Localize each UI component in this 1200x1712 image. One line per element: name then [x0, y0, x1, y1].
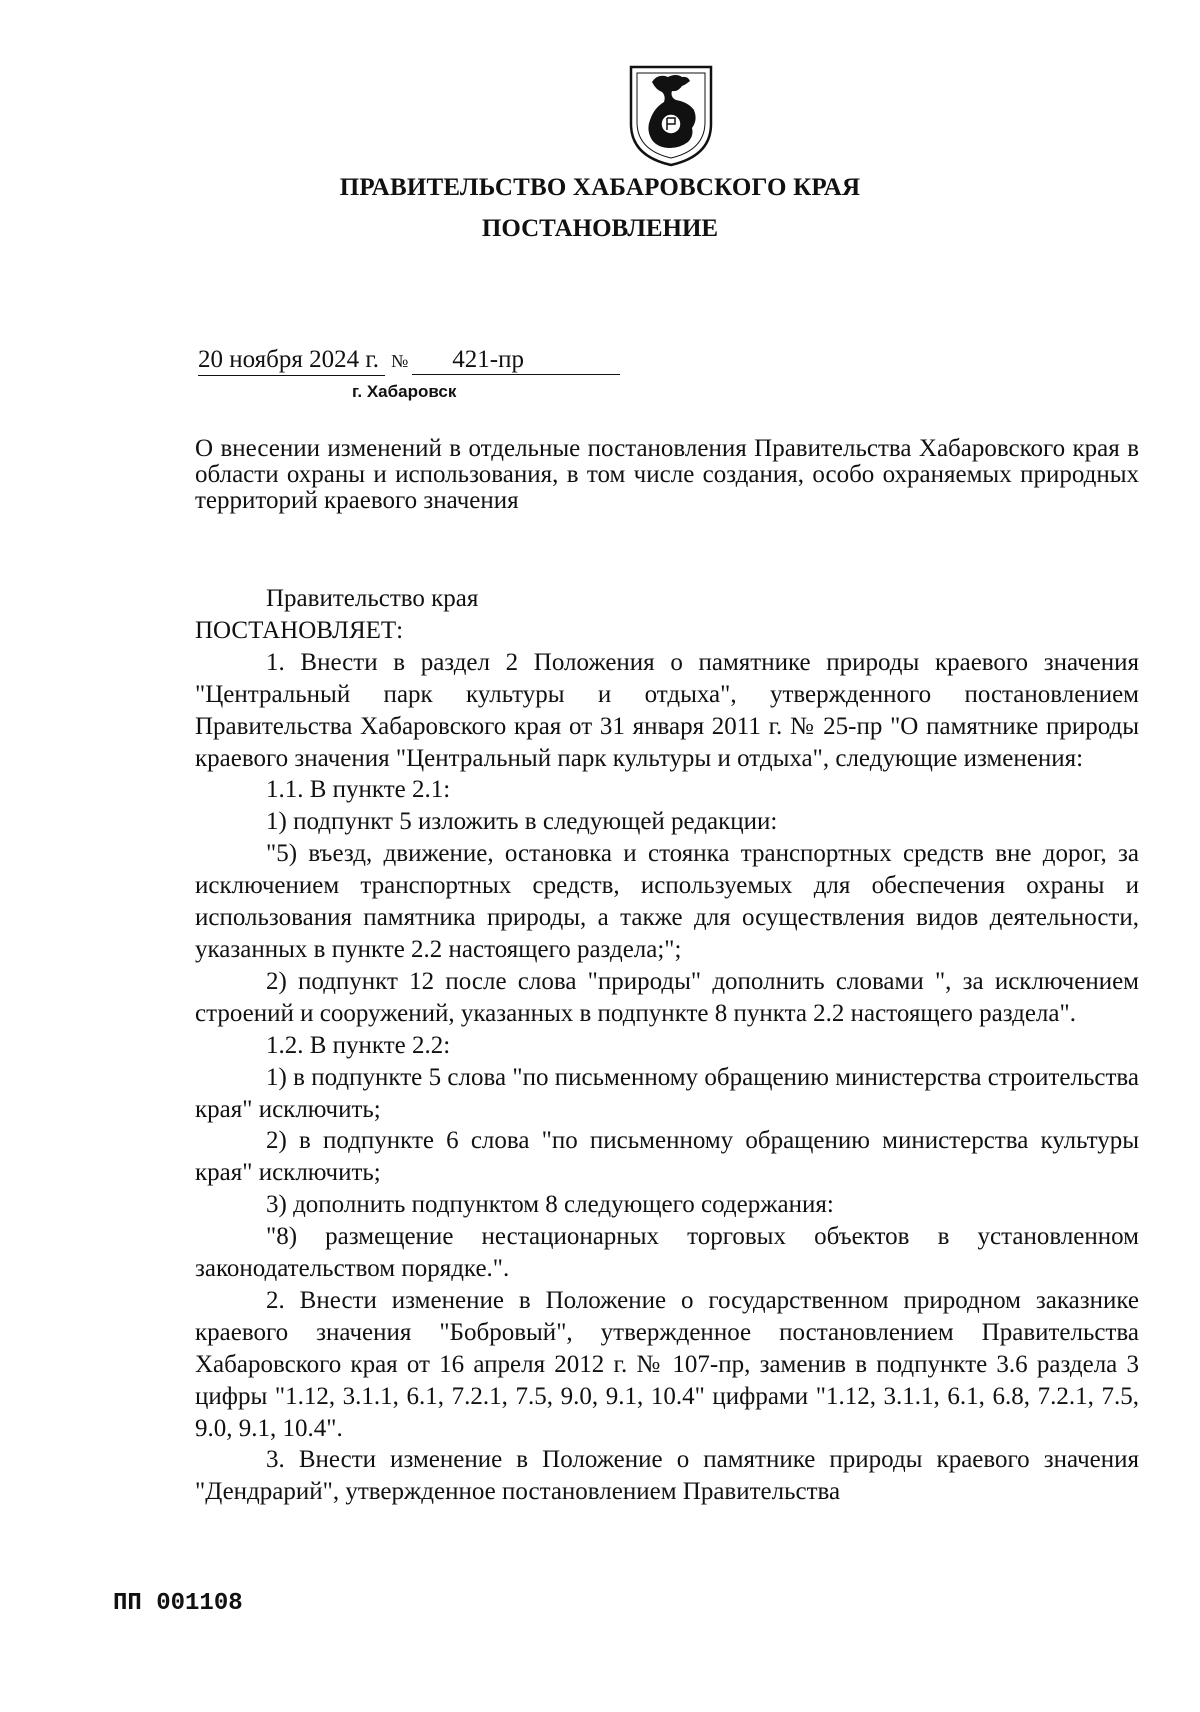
document-number: 421-пр [412, 346, 620, 375]
body-paragraph: ПОСТАНОВЛЯЕТ: [195, 616, 404, 644]
body-paragraph: 1.1. В пункте 2.1: [266, 776, 451, 804]
body-paragraph: 1.2. В пункте 2.2: [266, 1031, 451, 1059]
body-paragraph: "8) размещение нестационарных торговых объектов в установленном законодательством порядке.". [195, 1223, 1139, 1283]
body-paragraph: 3. Внести изменение в Положение о памятнике природы краевого значения "Дендрарий", утвержденное постановлением Правительства [195, 1446, 1139, 1506]
date-number-line [198, 346, 620, 376]
coat-of-arms-icon [628, 64, 714, 168]
body-paragraph: "5) въезд, движение, остановка и стоянка транспортных средств вне дорог, за исключением транспортных средств, используемых для обеспечения охраны и использования памятника природы, а также для осуществления видов деятельности, указанных в пункте 2.2 настоящего раздела;"; [195, 840, 1139, 963]
form-code: ПП 001108 [113, 1590, 243, 1617]
body-paragraph: 2. Внести изменение в Положение о государственном природном заказнике краевого значения "Бобровый", утвержденное постановлением Правительства Хабаровского края от 16 апреля 2012 г. № 107-пр, заменив в подпункте 3.6 раздела 3 цифры "1.12, 3.1.1, 6.1, 7.2.1, 7.5, 9.0, 9.1, 10.4" цифрами "1.12, 3.1.1, 6.1, 6.8, 7.2.1, 7.5, 9.0, 9.1, 10.4". [195, 1286, 1139, 1442]
number-sign: № [391, 351, 409, 371]
document-type: ПОСТАНОВЛЕНИЕ [481, 215, 719, 242]
body-paragraph: 2) в подпункте 6 слова "по письменному обращению министерства культуры края" исключить; [195, 1127, 1139, 1187]
document-body [195, 583, 1139, 1508]
body-paragraph: 2) подпункт 12 после слова "природы" дополнить словами ", за исключением строений и сооружений, указанных в подпункте 8 пункта 2.2 настоящего раздела". [195, 967, 1139, 1027]
city: г. Хабаровск [352, 382, 457, 401]
document-date: 20 ноября 2024 г. [198, 346, 385, 376]
body-paragraph: 1) в подпункте 5 слова "по письменному обращению министерства строительства края" исключить; [195, 1063, 1139, 1123]
body-paragraph: 3) дополнить подпунктом 8 следующего содержания: [266, 1191, 834, 1219]
issuing-authority: ПРАВИТЕЛЬСТВО ХАБАРОВСКОГО КРАЯ [339, 174, 861, 201]
body-paragraph: 1) подпункт 5 изложить в следующей редакции: [266, 808, 778, 836]
document-subject: О внесении изменений в отдельные постановления Правительства Хабаровского края в области охраны и использования, в том числе создания, особо охраняемых природных территорий краевого значения [195, 435, 1139, 514]
body-paragraph: Правительство края [266, 585, 479, 612]
body-paragraph: 1. Внести в раздел 2 Положения о памятнике природы краевого значения "Центральный парк культуры и отдыха", утвержденного постановлением Правительства Хабаровского края от 31 января 2011 г. № 25-пр "О памятнике природы краевого значения "Центральный парк культуры и отдыха", следующие изменения: [195, 648, 1139, 772]
